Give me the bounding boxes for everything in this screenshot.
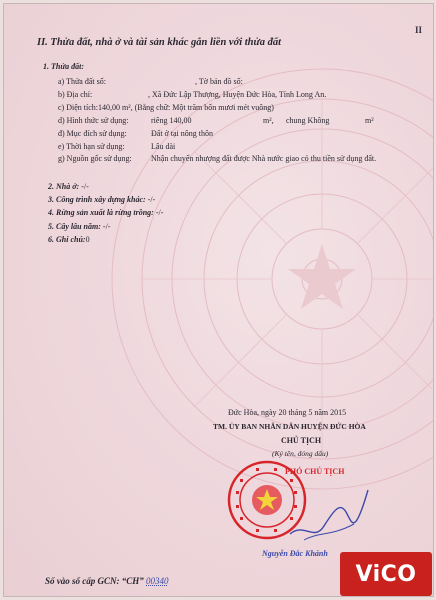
- section-title: II. Thửa đất, nhà ở và tài sản khác gắn liền với thửa đất: [37, 37, 282, 48]
- construction-label: 3. Công trình xây dựng khác:: [48, 195, 146, 204]
- map-sheet-label: , Tờ bản đồ số:: [195, 77, 243, 86]
- purpose-label: đ) Mục đích sử dụng:: [58, 129, 127, 138]
- house-row: [48, 182, 89, 191]
- stamp-title: PHÓ CHỦ TỊCH: [285, 467, 345, 476]
- perennial-value: -/-: [102, 222, 111, 231]
- note-value: 0: [85, 235, 90, 244]
- forest-label: 4. Rừng sản xuất là rừng trồng:: [48, 208, 154, 217]
- authority: TM. ỦY BAN NHÂN DÂN HUYỆN ĐỨC HÒA: [213, 422, 366, 431]
- perennial-row: [48, 222, 110, 231]
- purpose-value: Đất ở tại nông thôn: [151, 129, 213, 138]
- house-value: -/-: [81, 182, 89, 191]
- forest-row: [48, 208, 163, 217]
- sign-note: (Ký tên, đóng dấu): [272, 449, 329, 458]
- usage-unit: m²,: [263, 116, 274, 125]
- address-label: b) Địa chỉ:: [58, 90, 93, 99]
- perennial-label: 5. Cây lâu năm:: [48, 222, 101, 231]
- construction-value: -/-: [147, 195, 156, 204]
- note-label: 6. Ghi chú:: [48, 235, 86, 244]
- handwritten-signature: [284, 482, 374, 552]
- term-label: e) Thời hạn sử dụng:: [58, 142, 125, 151]
- certificate-page: [3, 3, 434, 597]
- vico-text: ViCO: [355, 561, 417, 587]
- area-value: 140,00 m², (Bằng chữ: Một trăm bốn mươi mét vuông): [98, 103, 274, 112]
- note-row: [48, 235, 90, 244]
- page-section-mark: II: [415, 25, 423, 35]
- address-value: , Xã Đức Lập Thượng, Huyện Đức Hòa, Tỉnh Long An.: [148, 90, 327, 99]
- register-row: [45, 576, 169, 586]
- land-heading: 1. Thửa đất:: [43, 62, 85, 71]
- construction-row: [48, 195, 155, 204]
- signer-title: CHỦ TỊCH: [281, 436, 322, 445]
- register-label: Số vào sổ cấp GCN: “CH”: [45, 576, 144, 586]
- vico-logo: [340, 552, 432, 596]
- parcel-label: a) Thửa đất số:: [58, 77, 106, 86]
- signer-name: Nguyễn Đắc Khánh: [262, 549, 328, 558]
- house-label: 2. Nhà ở:: [48, 182, 80, 191]
- usage-unit-2: m²: [365, 116, 374, 125]
- usage-shared: chung Không: [286, 116, 330, 125]
- place-date: Đức Hòa, ngày 20 tháng 5 năm 2015: [228, 408, 347, 417]
- origin-label: g) Nguồn gốc sử dụng:: [58, 154, 132, 163]
- area-label: c) Diện tích:: [58, 103, 98, 112]
- term-value: Lâu dài: [151, 142, 176, 151]
- forest-value: -/-: [155, 208, 164, 217]
- usage-private: riêng 140,00: [151, 116, 192, 125]
- register-number: 00340: [146, 576, 169, 586]
- origin-value: Nhận chuyển nhượng đất được Nhà nước giao có thu tiền sử dụng đất.: [151, 154, 377, 163]
- usage-form-label: d) Hình thức sử dụng:: [58, 116, 129, 125]
